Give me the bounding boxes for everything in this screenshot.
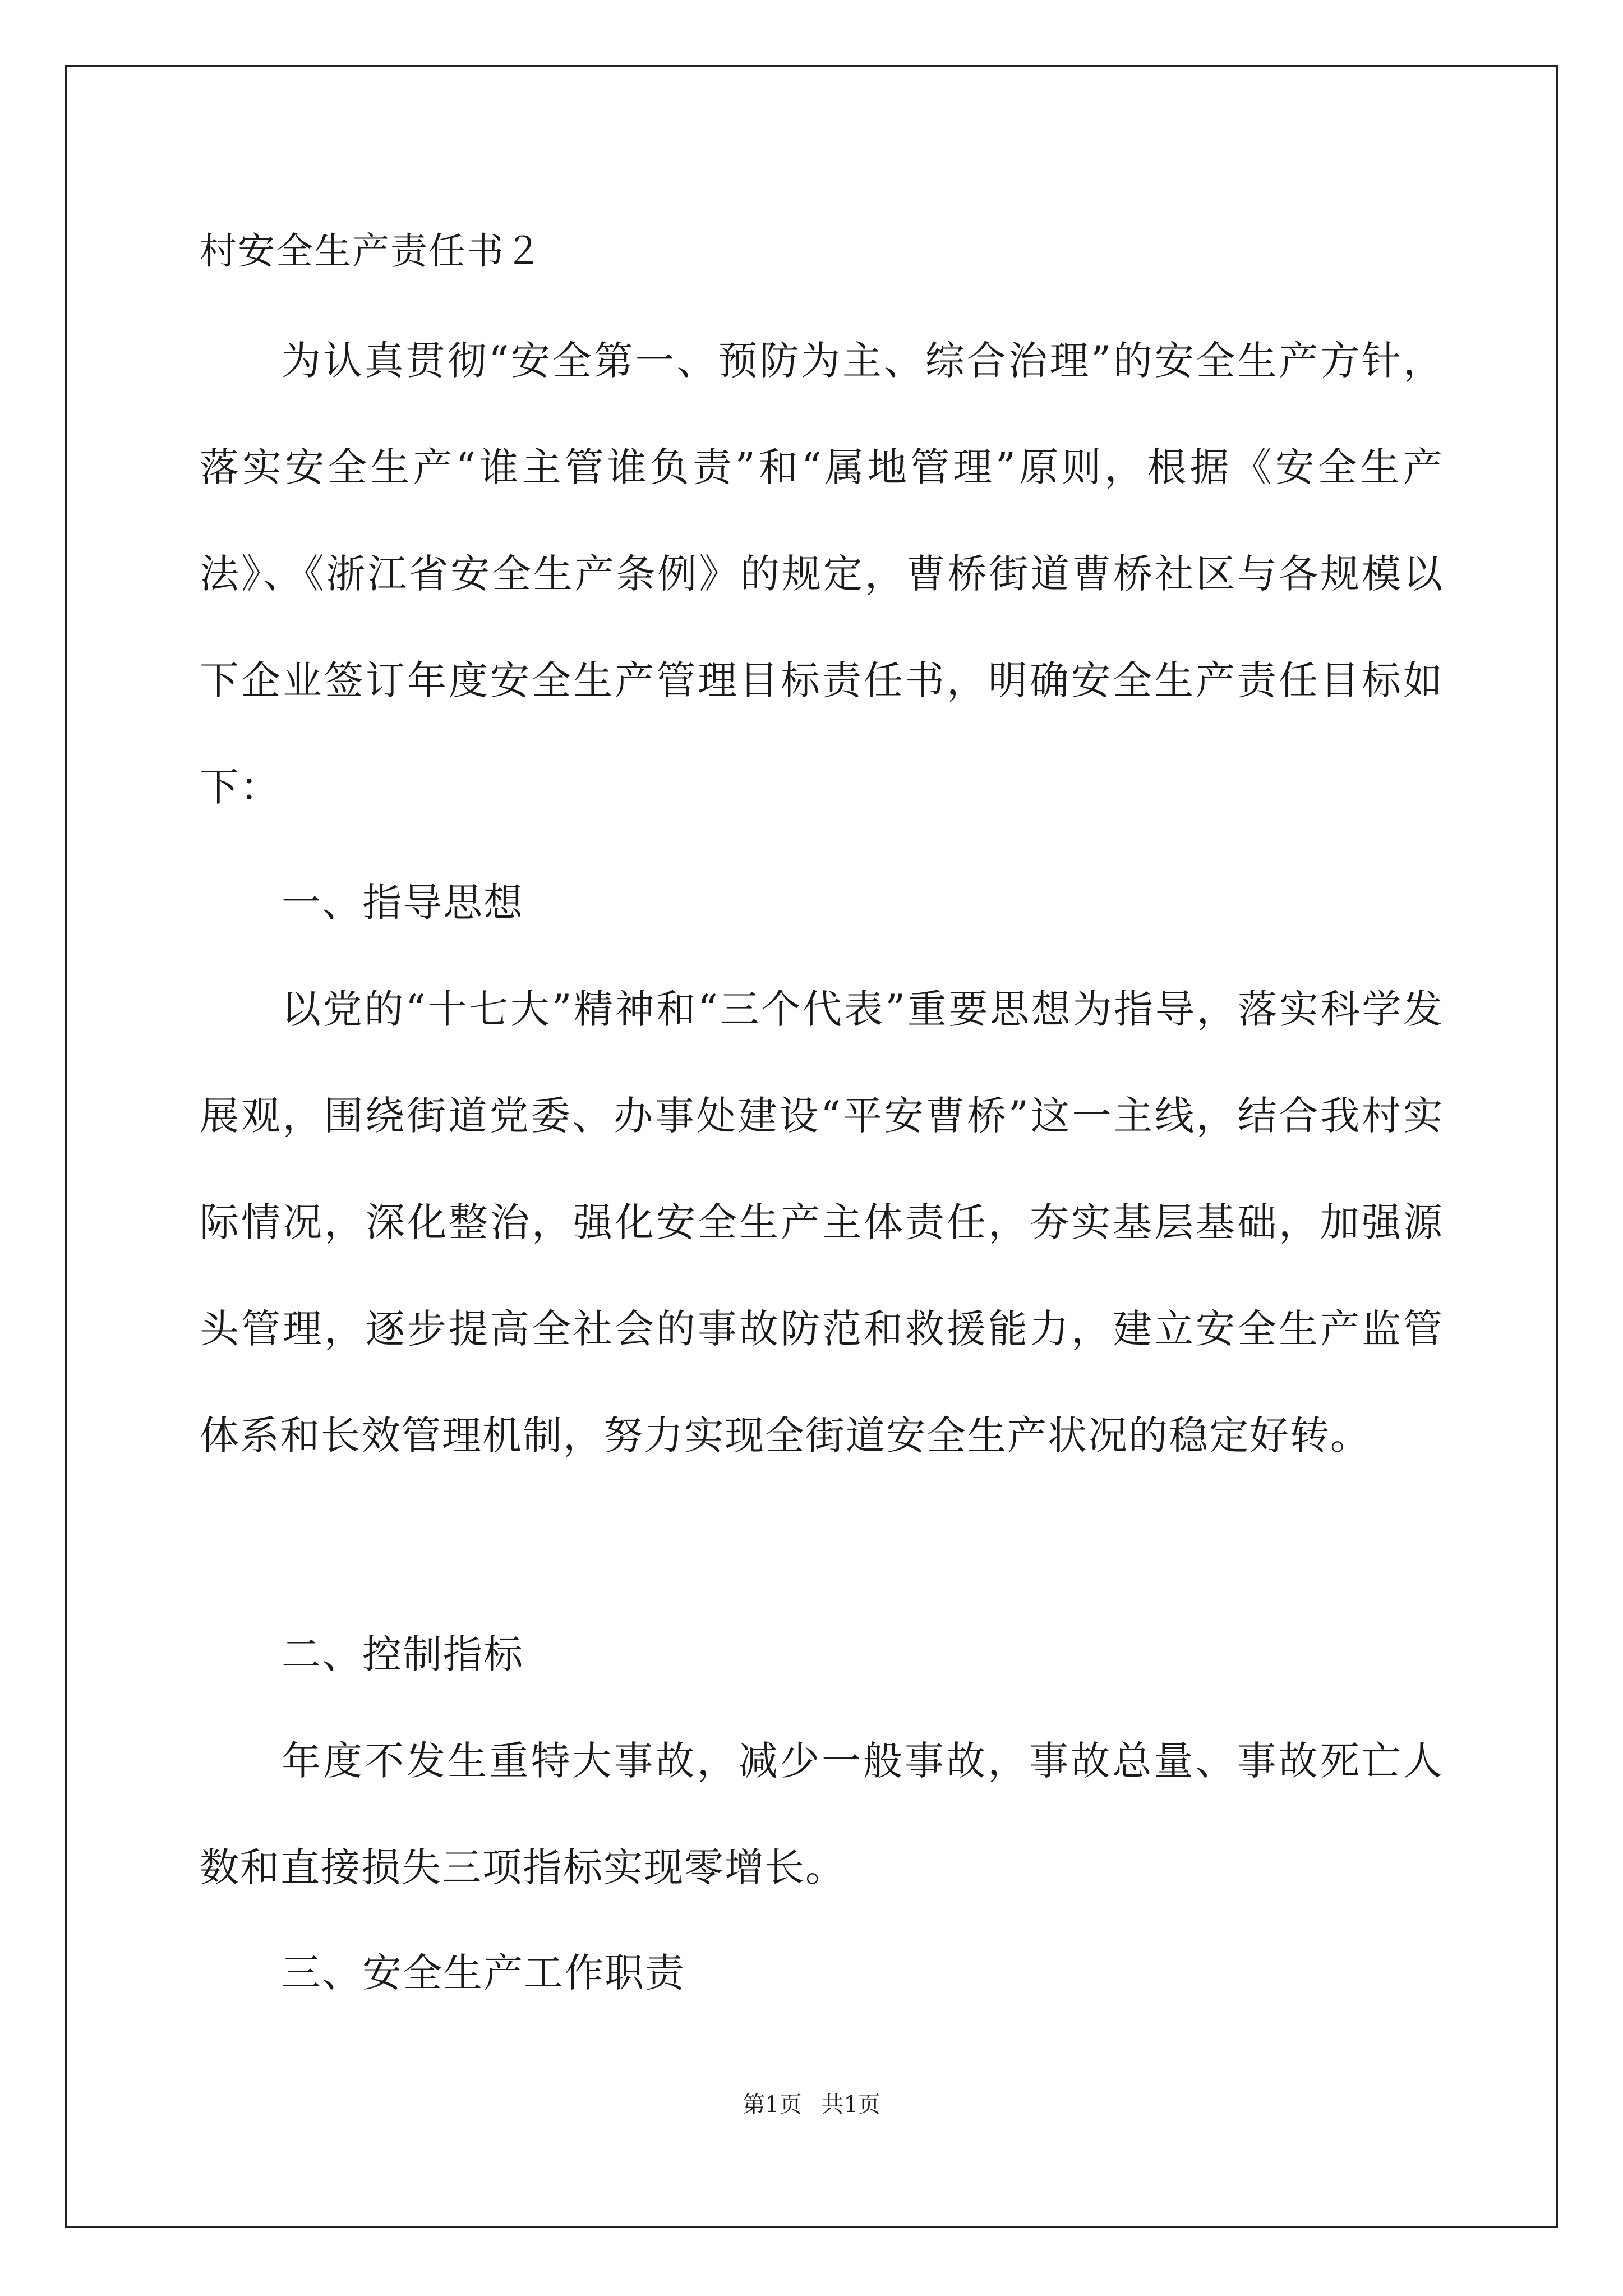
section1-paragraph: 以党的“十七大”精神和“三个代表”重要思想为指导，落实科学发展观，围绕街道党委、办事处建设“平安曹桥”这一主线，结合我村实际情况，深化整治，强化安全生产主体责任，夯实基层基础，加强源头管理，逐步提高全社会的事故防范和救援能力，建立安全生产监管体系和长效管理机制，努力实现全街道安全生产状况的稳定好转。 (200, 986, 1444, 1458)
section-heading-safety-duties: 三、安全生产工作职责 (282, 1950, 685, 1996)
intro-paragraph: 为认真贯彻“安全第一、预防为主、综合治理”的安全生产方针，落实安全生产“谁主管谁负责”和“属地管理”原则，根据《安全生产法》、《浙江省安全生产条例》的规定，曹桥街道曹桥社区与各规模以下企业签订年度安全生产管理目标责任书，明确安全生产责任目标如下： (200, 338, 1444, 810)
section-heading-control-indicators: 二、控制指标 (282, 1631, 524, 1677)
section2-paragraph: 年度不发生重特大事故，减少一般事故，事故总量、事故死亡人数和直接损失三项指标实现零增长。 (200, 1738, 1444, 1890)
section-heading-guiding-ideology: 一、指导思想 (282, 880, 524, 926)
page-footer: 第1页 共1页 (743, 2092, 880, 2118)
document-title: 村安全生产责任书２ (200, 229, 543, 273)
